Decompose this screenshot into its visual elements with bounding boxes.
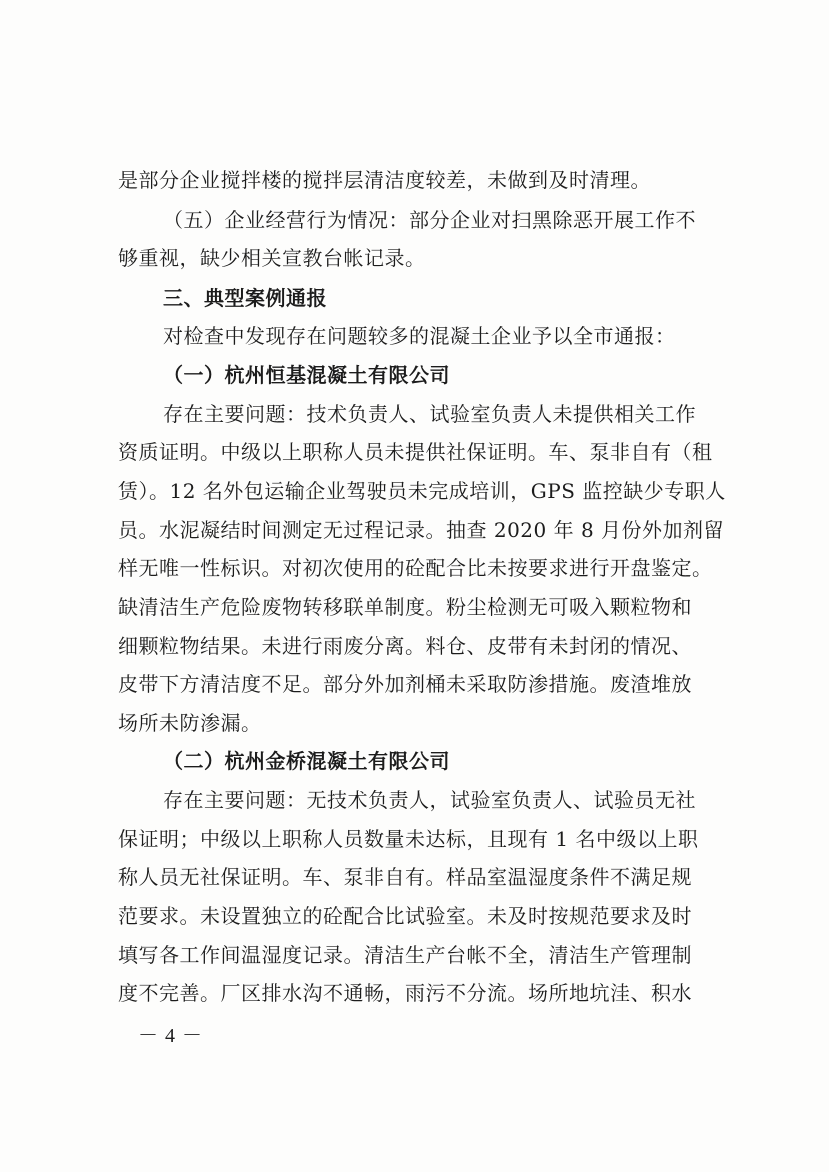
text-line: 范要求。未设置独立的砼配合比试验室。未及时按规范要求及时 — [118, 904, 692, 928]
text-line: 细颗粒物结果。未进行雨废分离。料仓、皮带有未封闭的情况、 — [118, 634, 692, 658]
text-line: 赁）。12 名外包运输企业驾驶员未完成培训，GPS 监控缺少专职人 — [118, 479, 726, 503]
page-number: － 4 － — [138, 1025, 203, 1047]
subsection-heading: （二）杭州金桥混凝土有限公司 — [163, 749, 450, 773]
subsection-heading: （一）杭州恒基混凝土有限公司 — [163, 363, 450, 387]
text-line: 存在主要问题：无技术负责人，试验室负责人、试验员无社 — [163, 788, 696, 812]
text-line: 员。水泥凝结时间测定无过程记录。抽查 2020 年 8 月份外加剂留 — [118, 518, 725, 542]
text-line: 是部分企业搅拌楼的搅拌层清洁度较差，未做到及时清理。 — [118, 168, 651, 192]
text-line: 存在主要问题：技术负责人、试验室负责人未提供相关工作 — [163, 402, 696, 426]
text-line: 填写各工作间温湿度记录。清洁生产台帐不全，清洁生产管理制 — [118, 943, 692, 967]
text-line: 场所未防渗漏。 — [118, 711, 262, 735]
text-line: （五）企业经营行为情况：部分企业对扫黑除恶开展工作不 — [163, 208, 696, 232]
text-line: 皮带下方清洁度不足。部分外加剂桶未采取防渗措施。废渣堆放 — [118, 672, 692, 696]
text-line: 称人员无社保证明。车、泵非自有。样品室温湿度条件不满足规 — [118, 865, 692, 889]
text-line: 对检查中发现存在问题较多的混凝土企业予以全市通报： — [163, 324, 676, 348]
text-line: 资质证明。中级以上职称人员未提供社保证明。车、泵非自有（租 — [118, 440, 713, 464]
text-line: 度不完善。厂区排水沟不通畅，雨污不分流。场所地坑洼、积水 — [118, 981, 692, 1005]
text-line: 够重视，缺少相关宣教台帐记录。 — [118, 246, 426, 270]
section-heading: 三、典型案例通报 — [163, 286, 327, 310]
text-line: 缺清洁生产危险废物转移联单制度。粉尘检测无可吸入颗粒物和 — [118, 595, 692, 619]
text-line: 保证明；中级以上职称人员数量未达标，且现有 1 名中级以上职 — [118, 827, 699, 851]
text-line: 样无唯一性标识。对初次使用的砼配合比未按要求进行开盘鉴定。 — [118, 556, 713, 580]
